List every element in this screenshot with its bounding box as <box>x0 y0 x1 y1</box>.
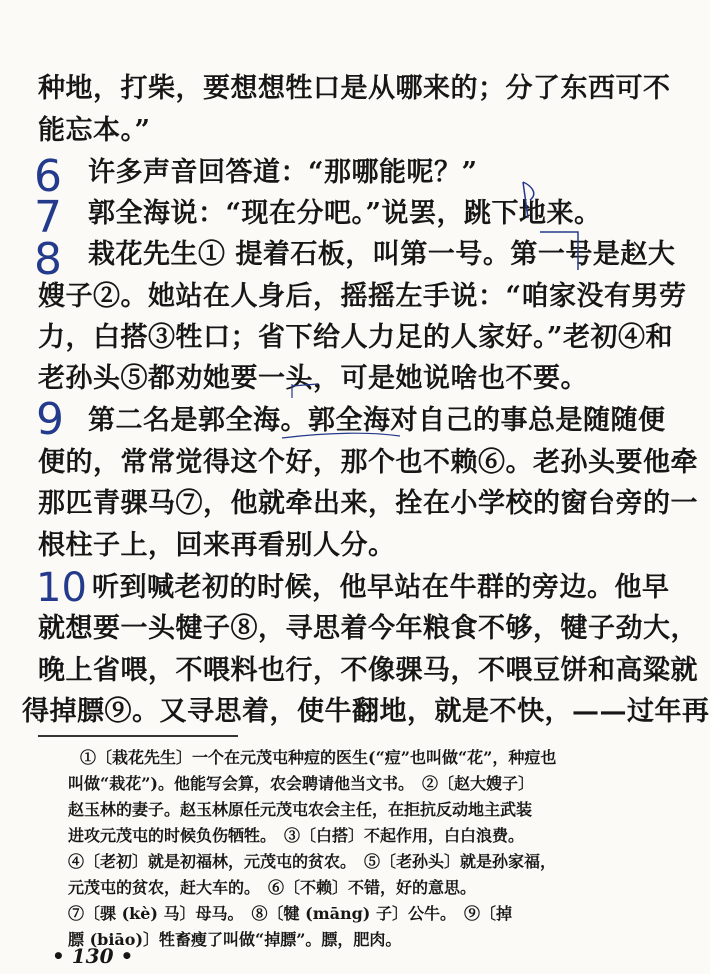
footnote-line-6: 元茂屯的贫农，赶大车的。 ⑥〔不赖〕不错，好的意思。 <box>68 878 477 897</box>
body-line-11: 那匹青骒马⑦，他就牵出来，拴在小学校的窗台旁的一 <box>38 488 698 519</box>
footnote-line-8: 膘 (biāo)〕牲畜瘦了叫做“掉膘”。膘，肥肉。 <box>68 930 402 949</box>
body-line-1: 种地，打柴，要想想牲口是从哪来的；分了东西可不 <box>38 73 671 104</box>
body-line-14: 就想要一头犍子⑧，寻思着今年粮食不够，犍子劲大， <box>38 613 698 644</box>
footnote-line-1: ①〔栽花先生〕一个在元茂屯种痘的医生(“痘”也叫做“花”，种痘也 <box>80 748 557 767</box>
body-line-2: 能忘本。” <box>38 115 151 146</box>
body-line-16: 得掉膘⑨。又寻思着，使牛翻地，就是不快，——过年再 <box>22 696 710 727</box>
body-line-8: 老孙头⑤都劝她要一头，可是她说啥也不要。 <box>38 363 588 394</box>
body-line-3: 许多声音回答道：“那哪能呢？” <box>88 157 478 188</box>
body-line-5: 栽花先生① 提着石板，叫第一号。第一号是赵大 <box>88 239 676 270</box>
body-line-7: 力，白搭③牲口；省下给人力足的人家好。”老初④和 <box>38 322 674 353</box>
body-line-9: 第二名是郭全海。郭全海对自己的事总是随随便 <box>88 405 666 436</box>
body-line-10: 便的，常常觉得这个好，那个也不赖⑥。老孙头要他牵 <box>38 447 698 478</box>
page-number: • 130 • <box>52 944 134 968</box>
footnote-line-3: 赵玉林的妻子。赵玉林原任元茂屯农会主任，在拒抗反动地主武装 <box>68 800 533 819</box>
margin-number-8: 8 <box>34 234 62 285</box>
footnote-line-4: 进攻元茂屯的时候负伤牺牲。 ③〔白搭〕不起作用，白白浪费。 <box>68 826 525 845</box>
body-line-6: 嫂子②。她站在人身后，摇摇左手说：“咱家没有男劳 <box>38 281 687 312</box>
margin-number-7: 7 <box>34 192 62 243</box>
body-line-4: 郭全海说：“现在分吧。”说罢，跳下地来。 <box>88 198 602 229</box>
body-line-12: 根柱子上，回来再看别人分。 <box>38 530 396 561</box>
footnote-line-7: ⑦〔骒 (kè) 马〕母马。 ⑧〔犍 (māng) 子〕公牛。 ⑨〔掉 <box>68 904 512 923</box>
margin-number-10: 10 <box>36 565 87 611</box>
margin-number-9: 9 <box>36 394 64 445</box>
footnote-line-2: 叫做“栽花”)。他能写会算，农会聘请他当文书。 ②〔赵大嫂子〕 <box>68 774 534 793</box>
footnote-divider <box>38 735 238 737</box>
body-line-15: 晚上省喂，不喂料也行，不像骒马，不喂豆饼和高粱就 <box>38 655 698 686</box>
margin-number-6: 6 <box>34 151 62 202</box>
footnote-line-5: ④〔老初〕就是初福林，元茂屯的贫农。 ⑤〔老孙头〕就是孙家福， <box>68 852 557 871</box>
body-line-13: 听到喊老初的时候，他早站在牛群的旁边。他早 <box>92 572 670 603</box>
